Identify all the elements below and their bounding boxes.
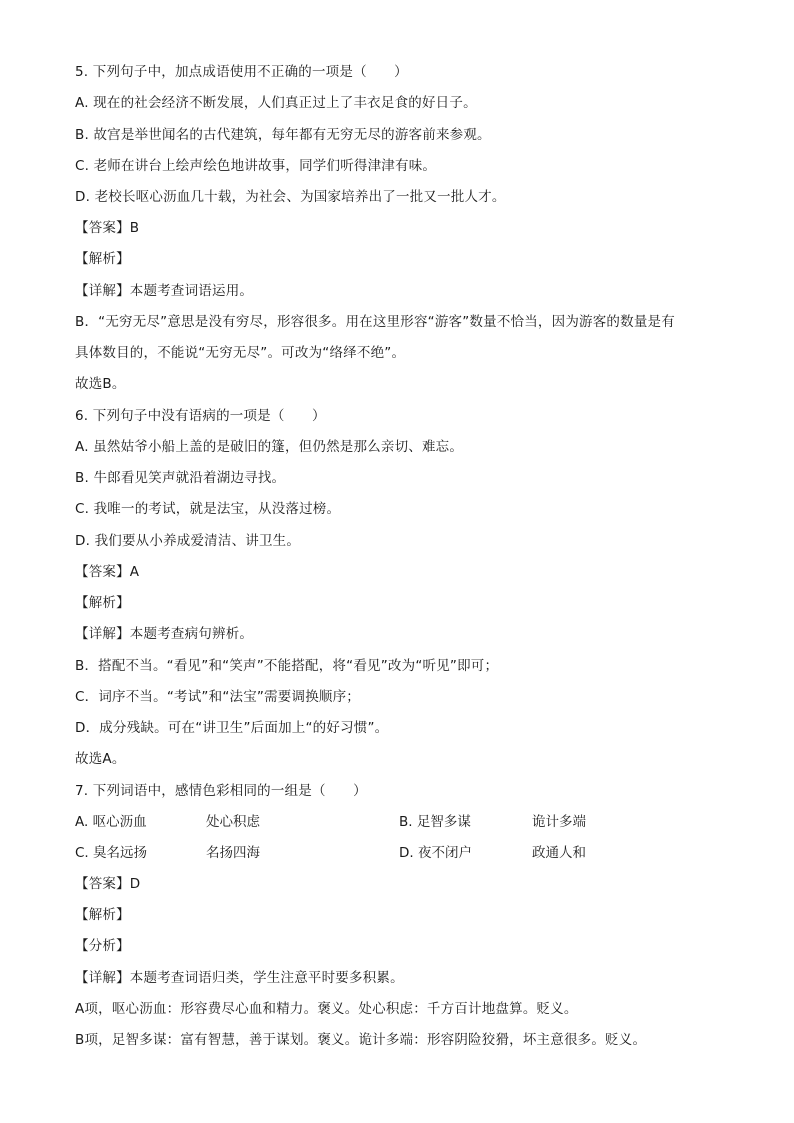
q5-conclusion: 故选B。 [75, 376, 126, 392]
q7-detail-line: B项，足智多谋：富有智慧，善于谋划。褒义。诡计多端：形容阴险狡猾，坏主意很多。贬义。 [75, 1032, 647, 1048]
q7-answer: 【答案】D [75, 876, 141, 892]
q5-stem: 5. 下列句子中，加点成语使用不正确的一项是（ ） [75, 64, 408, 80]
q7-analysis-heading: 【解析】 [75, 907, 130, 923]
q5-answer: 【答案】B [75, 220, 140, 236]
q6-option-a: A. 虽然姑爷小船上盖的是破旧的篷，但仍然是那么亲切、难忘。 [75, 439, 464, 455]
q6-detail-line: B．搭配不当。“看见”和“笑声”不能搭配，将“看见”改为“听见”即可； [75, 658, 499, 674]
q7-analysis-sub-heading: 【分析】 [75, 938, 130, 954]
q7-option-d-word2: 政通人和 [532, 845, 586, 861]
q7-detail-heading: 【详解】本题考查词语归类，学生注意平时要多积累。 [75, 970, 404, 986]
q5-analysis-heading: 【解析】 [75, 251, 130, 267]
q7-detail-line: A项，呕心沥血：形容费尽心血和精力。褒义。处心积虑：千方百计地盘算。贬义。 [75, 1001, 578, 1017]
q7-option-a-word2: 处心积虑 [206, 814, 260, 830]
q7-option-c-word2: 名扬四海 [206, 845, 260, 861]
q6-option-b: B. 牛郎看见笑声就沿着湖边寻找。 [75, 470, 286, 486]
q6-conclusion: 故选A。 [75, 751, 126, 767]
q7-option-b-word2: 诡计多端 [532, 814, 586, 830]
q6-option-d: D. 我们要从小养成爱清洁、讲卫生。 [75, 533, 301, 549]
q5-detail-heading: 【详解】本题考查词语运用。 [75, 283, 254, 299]
q7-stem: 7. 下列词语中，感情色彩相同的一组是（ ） [75, 783, 367, 799]
q7-option-b-word1: B. 足智多谋 [399, 814, 471, 830]
q6-detail-heading: 【详解】本题考查病句辨析。 [75, 626, 254, 642]
q6-detail-line: C．词序不当。“考试”和“法宝”需要调换顺序； [75, 689, 361, 705]
q6-detail-line: D．成分残缺。可在“讲卫生”后面加上“的好习惯”。 [75, 720, 389, 736]
q7-option-c-word1: C. 臭名远扬 [75, 845, 148, 861]
q5-detail-line: 具体数目的，不能说“无穷无尽”。可改为“络绎不绝”。 [75, 345, 406, 361]
q5-option-c: C. 老师在讲台上绘声绘色地讲故事，同学们听得津津有味。 [75, 158, 437, 174]
q6-answer: 【答案】A [75, 564, 140, 580]
q5-option-d: D. 老校长呕心沥血几十载，为社会、为国家培养出了一批又一批人才。 [75, 189, 506, 205]
q5-option-a: A. 现在的社会经济不断发展，人们真正过上了丰衣足食的好日子。 [75, 95, 477, 111]
q5-option-b: B. 故宫是举世闻名的古代建筑，每年都有无穷无尽的游客前来参观。 [75, 127, 491, 143]
q5-detail-line: B．“无穷无尽”意思是没有穷尽，形容很多。用在这里形容“游客”数量不恰当，因为游客的数量是有 [75, 314, 675, 330]
q7-option-a-word1: A. 呕心沥血 [75, 814, 147, 830]
q7-option-d-word1: D. 夜不闭户 [399, 845, 472, 861]
q6-analysis-heading: 【解析】 [75, 595, 130, 611]
q6-option-c: C. 我唯一的考试，就是法宝，从没落过榜。 [75, 501, 341, 517]
q6-stem: 6. 下列句子中没有语病的一项是（ ） [75, 408, 326, 424]
